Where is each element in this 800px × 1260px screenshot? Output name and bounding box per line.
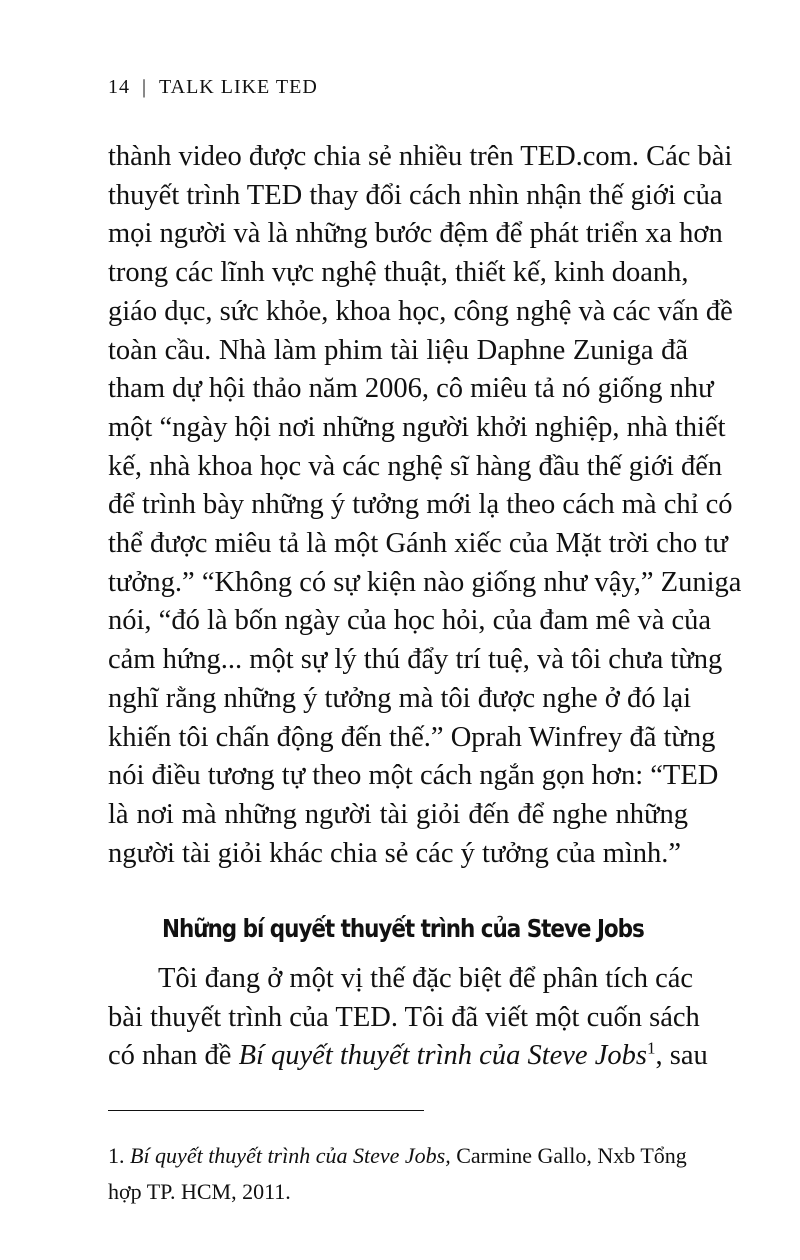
text-line: trong các lĩnh vực nghệ thuật, thiết kế, kinh doanh, [108,257,689,289]
text-line: kế, nhà khoa học và các nghệ sĩ hàng đầu thế giới đến [108,450,723,482]
text-line: là nơi mà những người tài giỏi đến để nghe những [108,798,688,830]
text-line: nói, “đó là bốn ngày của học hỏi, của đam mê và của [108,605,712,637]
book-title: TALK LIKE TED [159,76,318,98]
text-fragment: , sau [655,1040,708,1072]
text-line: toàn cầu. Nhà làm phim tài liệu Daphne Zuniga đã [108,334,688,366]
text-line: Tôi đang ở một vị thế đặc biệt để phân tích các [158,963,694,994]
footnote-number: 1. [108,1143,125,1168]
text-line: thuyết trình TED thay đổi cách nhìn nhận thế giới của [108,179,723,211]
text-line: giáo dục, sức khỏe, khoa học, công nghệ và các vấn đề [108,295,733,327]
footnote [108,1138,688,1210]
text-line: mọi người và là những bước đệm để phát triển xa hơn [108,218,723,250]
footnote-citation: Carmine Gallo, Nxb Tổng [450,1143,687,1168]
footnote-line [108,1138,688,1174]
text-line: nghĩ rằng những ý tưởng mà tôi được nghe ở đó lại [108,682,692,714]
text-line-with-reference [108,1037,708,1076]
text-line: nói điều tương tự theo một cách ngắn gọn hơn: “TED [108,760,719,792]
text-line: khiến tôi chấn động đến thế.” Oprah Winfrey đã từng [108,721,716,753]
header-separator: | [142,76,148,98]
text-line: bài thuyết trình của TED. Tôi đã viết một cuốn sách [108,1001,700,1033]
footnote-marker: 1 [646,1038,656,1058]
book-title-italic: Bí quyết thuyết trình của Steve Jobs [238,1040,647,1072]
page-number: 14 [108,76,130,98]
footnote-line: hợp TP. HCM, 2011. [108,1179,291,1204]
footnote-divider [108,1110,424,1111]
paragraph-2 [108,960,708,1076]
paragraph-1 [108,138,742,873]
text-line: thành video được chia sẻ nhiều trên TED.com. Các bài [108,141,733,172]
text-line: cảm hứng... một sự lý thú đẩy trí tuệ, và tôi chưa từng [108,644,723,676]
text-line: tưởng.” “Không có sự kiện nào giống như vậy,” Zuniga [108,566,742,598]
text-line: một “ngày hội nơi những người khởi nghiệp, nhà thiết [108,411,726,443]
text-line: để trình bày những ý tưởng mới lạ theo cách mà chỉ có [108,489,733,521]
section-heading: Những bí quyết thuyết trình của Steve Jobs [162,914,644,943]
text-line: thể được miêu tả là một Gánh xiếc của Mặt trời cho tư [108,528,728,560]
text-fragment: có nhan đề [108,1040,239,1072]
running-header [108,76,318,99]
footnote-italic-title: Bí quyết thuyết trình của Steve Jobs, [130,1143,451,1168]
text-line: tham dự hội thảo năm 2006, cô miêu tả nó giống như [108,373,714,405]
text-line: người tài giỏi khác chia sẻ các ý tưởng của mình.” [108,837,682,869]
